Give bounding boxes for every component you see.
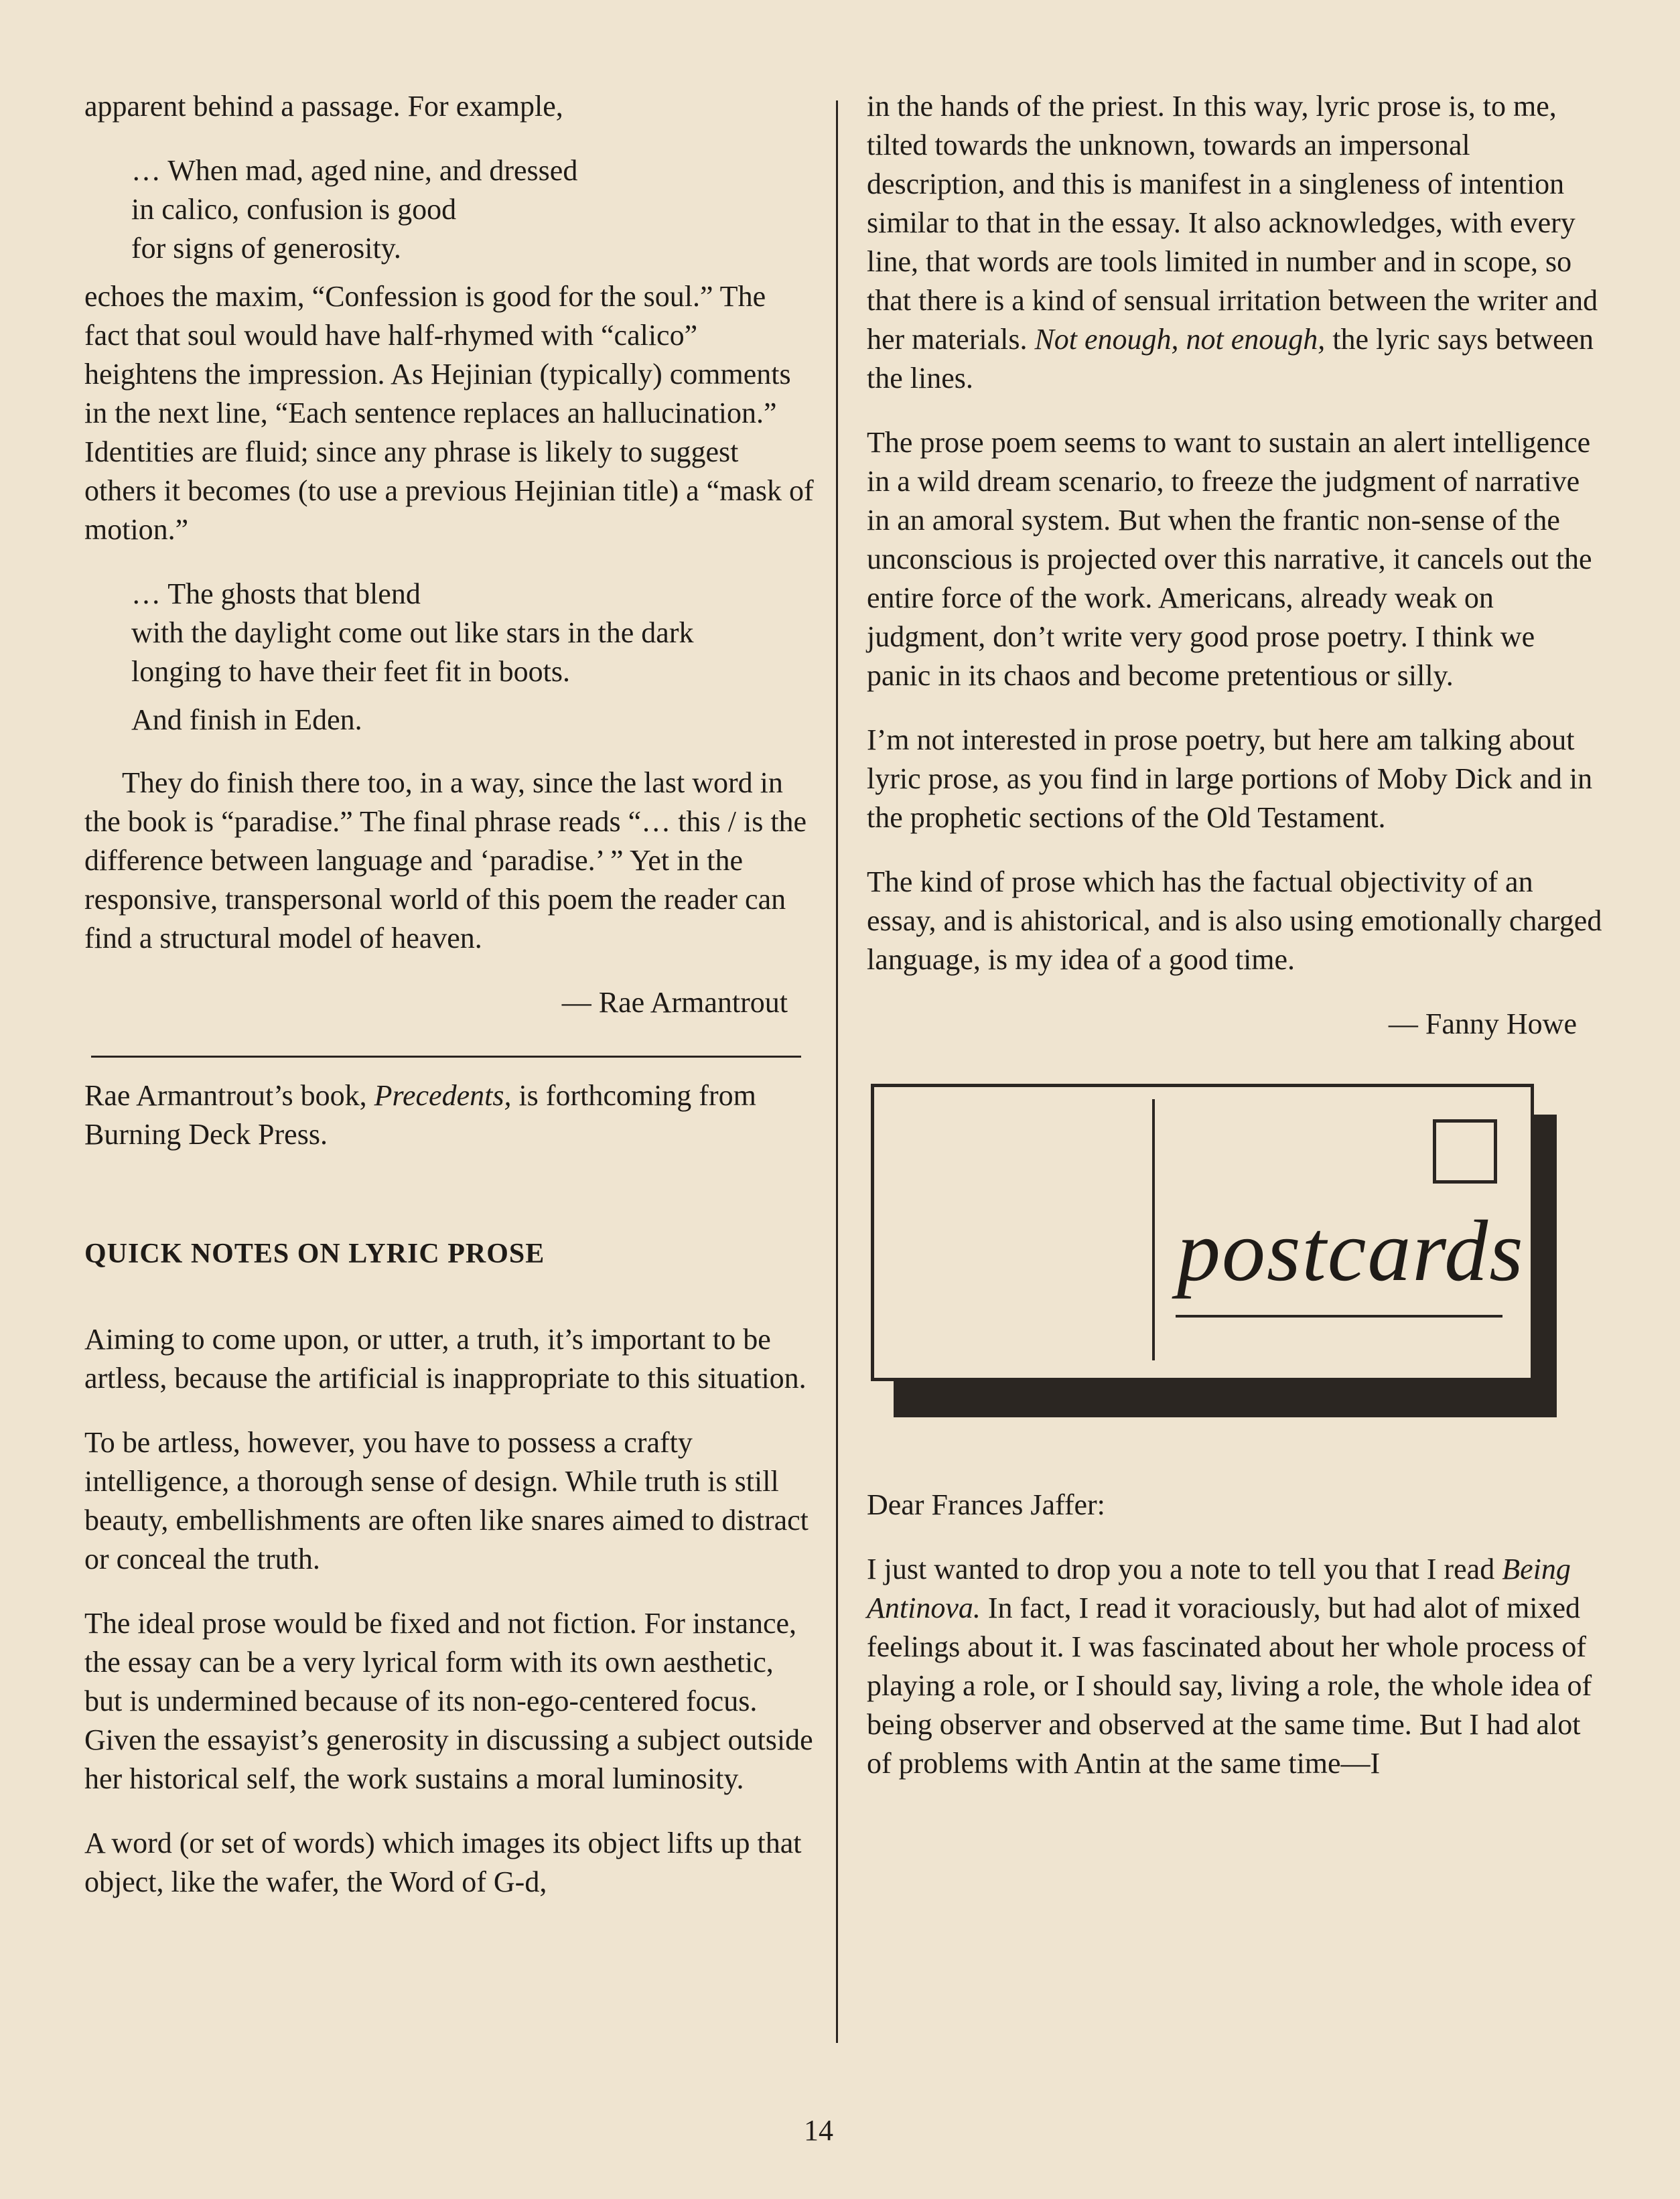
verse-quote-1: … When mad, aged nine, and dressed in calico, confusion is good for signs of generosity. [131, 154, 578, 265]
page-number: 14 [804, 2114, 833, 2147]
signature-fanny-howe: — Fanny Howe [1388, 1007, 1577, 1040]
paragraph-paradise: They do finish there too, in a way, since the last word in the book is “paradise.” The final phrase reads “… this / is the difference between language and ‘paradise.’ ” Yet in the responsive, transpersonal world of this poem the reader can find a structural model of heaven. [84, 766, 807, 954]
postcards-graphic [871, 1084, 1561, 1425]
postcard-divider-line [1152, 1099, 1155, 1360]
letter-body [867, 1550, 1604, 1783]
priest-end: the lyric says between the lines. [867, 323, 1594, 395]
paragraph-maxim: echoes the maxim, “Confession is good for the soul.” The fact that soul would have half-rhymed with “calico” heightens the impression. As Hejinian (typically) comments in the next line, “Each sentence replaces an hallucination.” Identities are fluid; since any phrase is likely to suggest others it becomes (to use a previous Hejinian title) a “mask of motion.” [84, 280, 814, 546]
book-note-after: is forthcoming from Burning Deck Press. [84, 1079, 756, 1151]
letter-end: In fact, I read it voraciously, but had alot of mixed feelings about it. I was fascinated about her whole process of playing a role, or I should say, living a role, the whole idea of being observer and observed at the same time. But I had alot of problems with Antin at the same time—I [867, 1591, 1592, 1780]
horizontal-rule [91, 1056, 801, 1058]
book-note-before: Rae Armantrout’s book, [84, 1079, 374, 1112]
intro-line: apparent behind a passage. For example, [84, 90, 563, 123]
right-column [867, 87, 1604, 1808]
column-divider [836, 100, 838, 2043]
paragraph-priest [867, 87, 1604, 398]
letter-start: I just wanted to drop you a note to tell you that I read [867, 1553, 1502, 1585]
paragraph-artless: Aiming to come upon, or utter, a truth, it’s important to be artless, because the artificial is inappropriate to this situation. [84, 1323, 807, 1395]
left-column [84, 87, 815, 1927]
letter-book-title: Being Antinova. [867, 1553, 1571, 1624]
postcards-title: postcards [1177, 1203, 1525, 1299]
paragraph-prose-poem: The prose poem seems to want to sustain an alert intelligence in a wild dream scenario, to freeze the judgment of narrative in an amoral system. But when the frantic non-sense of the unconscious is projected over this narrative, it cancels out the entire force of the work. Americans, already weak on judgment, don’t write very good prose poetry. I think we panic in its chaos and become pretentious or silly. [867, 426, 1592, 692]
book-note [84, 1076, 815, 1154]
book-note-title: Precedents, [374, 1079, 512, 1112]
verse-quote-2: … The ghosts that blend with the daylight come out like stars in the dark longing to have their feet fit in boots. [131, 577, 694, 688]
paragraph-lyric-prose: I’m not interested in prose poetry, but here am talking about lyric prose, as you find in large portions of Moby Dick and in the prophetic sections of the Old Testament. [867, 723, 1593, 834]
letter-salutation: Dear Frances Jaffer: [867, 1488, 1105, 1521]
signature-rae-armantrout: — Rae Armantrout [561, 986, 788, 1019]
paragraph-good-time: The kind of prose which has the factual objectivity of an essay, and is ahistorical, and is also using emotionally charged language, is my idea of a good time. [867, 865, 1602, 976]
section-heading: QUICK NOTES ON LYRIC PROSE [84, 1238, 545, 1269]
postcard-frame [871, 1084, 1534, 1381]
priest-start: in the hands of the priest. In this way, lyric prose is, to me, tilted towards the unknown, towards an impersonal description, and this is manifest in a singleness of intention similar to that in the essay. It also acknowledges, with every line, that words are tools limited in number and in scope, so that there is a kind of sensual irritation between the writer and her materials. [867, 90, 1598, 356]
paragraph-crafty: To be artless, however, you have to possess a crafty intelligence, a thorough sense of design. While truth is still beauty, embellishments are often like snares aimed to distract or conceal the truth. [84, 1426, 809, 1575]
stamp-box-icon [1433, 1119, 1497, 1184]
priest-italic: Not enough, not enough, [1034, 323, 1326, 356]
verse-quote-3: And finish in Eden. [131, 703, 362, 736]
paragraph-word-object: A word (or set of words) which images its object lifts up that object, like the wafer, the Word of G-d, [84, 1827, 802, 1898]
paragraph-ideal-prose: The ideal prose would be fixed and not fiction. For instance, the essay can be a very lyrical form with its own aesthetic, but is undermined because of its non-ego-centered focus. Given the essayist’s generosity in discussing a subject outside her historical self, the work sustains a moral luminosity. [84, 1607, 813, 1795]
postcard-address-line [1176, 1315, 1502, 1318]
